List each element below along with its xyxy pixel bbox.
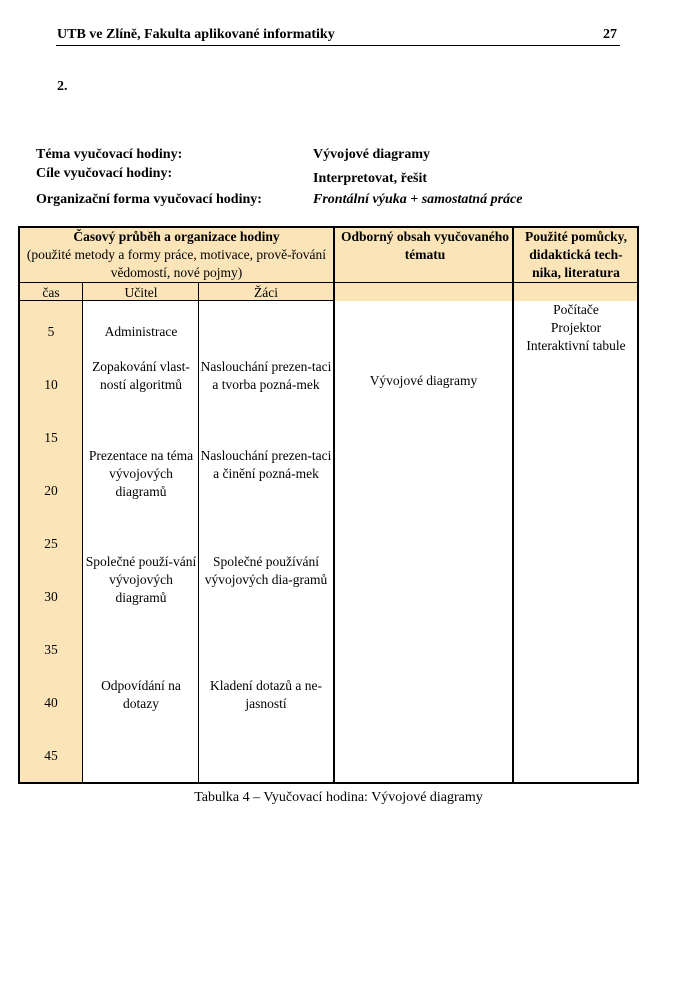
col-divider (512, 226, 514, 784)
col2-header: Odborný obsah vyučovaného tématu (340, 229, 510, 262)
subheader-teacher: Učitel (124, 285, 158, 300)
time-mark: 45 (44, 748, 58, 763)
goals-value: Interpretovat, řešit (313, 171, 428, 186)
table-border-top (18, 226, 639, 228)
subheader-students: Žáci (254, 285, 278, 300)
row-divider (18, 300, 333, 301)
col1-header (20, 228, 333, 282)
time-mark: 15 (44, 430, 58, 445)
lesson-table (18, 226, 639, 784)
col1-header-title: Časový průběh a organizace hodiny (73, 229, 280, 244)
topic-value: Vývojové diagramy (313, 147, 431, 162)
time-mark: 40 (44, 695, 58, 710)
col1-header-subtitle: (použité metody a formy práce, motivace, prově-řování vědomostí, nové pojmy) (26, 247, 327, 280)
aid-item: Počítače (553, 302, 599, 317)
form-label: Organizační forma vyučovací hodiny: (36, 192, 262, 207)
header-rule (56, 45, 620, 46)
table-border-right (637, 226, 639, 784)
time-mark: 35 (44, 642, 58, 657)
teacher-activity: Odpovídání na dotazy (101, 678, 181, 711)
subcol-divider (198, 282, 199, 784)
content-cell: Vývojové diagramy (369, 373, 478, 388)
aid-item: Projektor (550, 320, 602, 335)
teacher-activity: Prezentace na téma vývojových diagramů (88, 448, 194, 499)
teacher-activity: Společné použí-vání vývojových diagramů (85, 554, 197, 605)
student-activity: Naslouchání prezen-taci a činění pozná-mek (200, 448, 332, 481)
aids-cell (514, 301, 638, 355)
page-number: 27 (603, 27, 617, 42)
table-border-left (18, 226, 20, 784)
goals-label: Cíle vyučovací hodiny: (36, 166, 173, 181)
section-number: 2. (57, 79, 68, 94)
col-divider (333, 226, 335, 784)
time-mark: 10 (44, 377, 58, 392)
subcol-divider (82, 282, 83, 784)
topic-label: Téma vyučovací hodiny: (36, 147, 183, 162)
aid-item: Interaktivní tabule (526, 338, 626, 353)
time-mark: 25 (44, 536, 58, 551)
teacher-activity: Zopakování vlast-ností algoritmů (92, 359, 190, 392)
student-activity: Společné používání vývojových dia-gramů (204, 554, 328, 587)
student-activity: Naslouchání prezen-taci a tvorba pozná-mek (200, 359, 332, 392)
time-mark: 20 (44, 483, 58, 498)
table-border-bottom (18, 782, 639, 784)
table-caption: Tabulka 4 – Vyučovací hodina: Vývojové diagramy (194, 790, 483, 805)
row-divider (18, 282, 639, 283)
student-activity: Kladení dotazů a ne-jasností (209, 678, 323, 711)
teacher-activity: Administrace (104, 324, 178, 339)
page-header-title: UTB ve Zlíně, Fakulta aplikované informatiky (57, 27, 335, 42)
subheader-time: čas (42, 285, 60, 300)
time-mark: 5 (47, 324, 55, 339)
col3-header: Použité pomůcky, didaktická tech-nika, literatura (524, 229, 627, 280)
time-mark: 30 (44, 589, 58, 604)
form-value: Frontální výuka + samostatná práce (313, 192, 523, 207)
